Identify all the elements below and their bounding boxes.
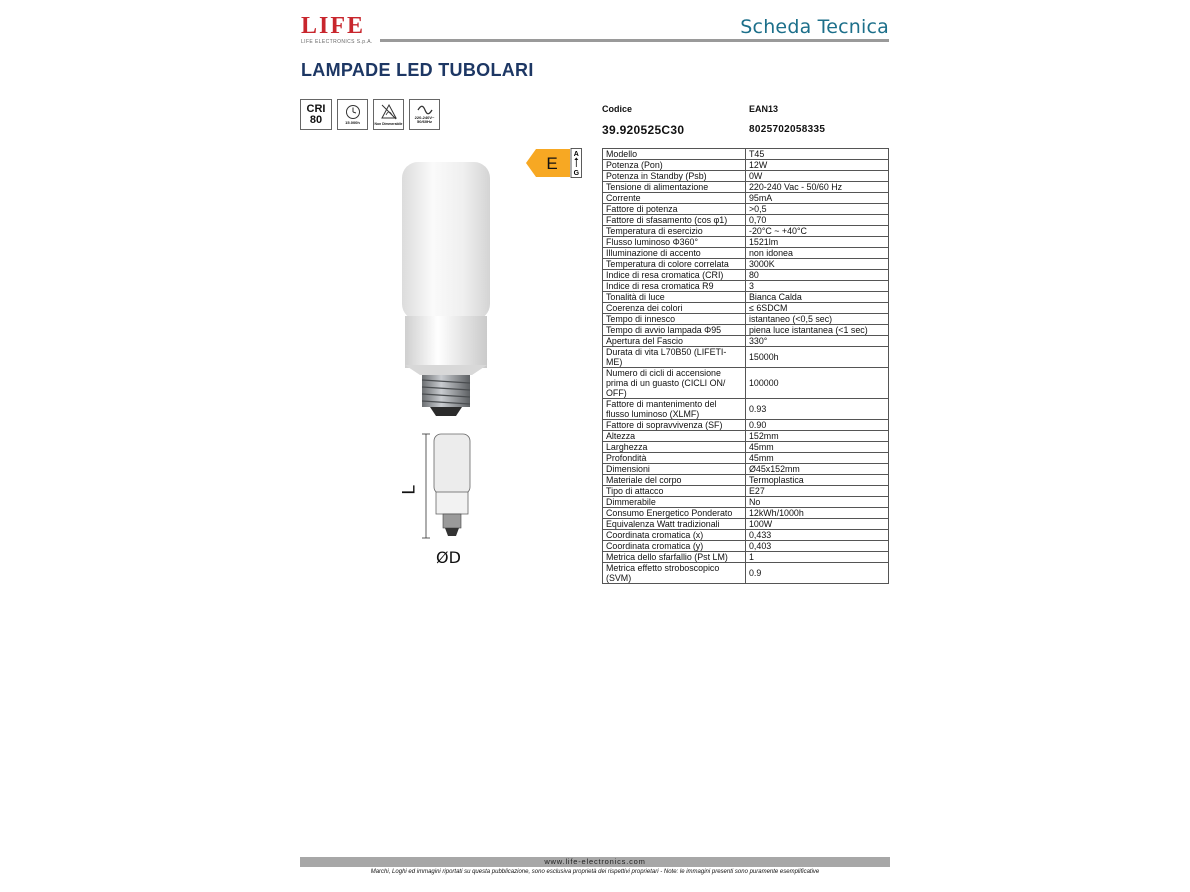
company-logo <box>301 14 373 45</box>
code-value: 39.920525C30 <box>602 123 685 137</box>
energy-scale-bottom: G <box>573 170 580 177</box>
spec-value: 15000h <box>746 347 889 368</box>
spec-key: Modello <box>603 149 746 160</box>
spec-value: >0,5 <box>746 204 889 215</box>
lifetime-icon <box>337 99 368 130</box>
spec-key: Temperatura di colore correlata <box>603 259 746 270</box>
footer-disclaimer: Marchi, Loghi ed immagini riportati su questa pubblicazione, sono esclusiva proprietà dei rispettivi proprietari - Note: le immagini presenti sono puramente esemplificative <box>370 869 820 875</box>
spec-row <box>603 368 889 399</box>
spec-row <box>603 475 889 486</box>
spec-key: Fattore di potenza <box>603 204 746 215</box>
spec-row <box>603 552 889 563</box>
spec-value: 0.93 <box>746 399 889 420</box>
feature-icons <box>300 99 440 130</box>
logo-subtitle: LIFE ELECTRONICS S.p.A. <box>301 39 373 45</box>
spec-row <box>603 530 889 541</box>
spec-key: Corrente <box>603 193 746 204</box>
spec-key: Consumo Energetico Ponderato <box>603 508 746 519</box>
lamp-body <box>405 316 487 368</box>
footer-website: www.life-electronics.com <box>300 857 890 867</box>
spec-row <box>603 325 889 336</box>
spec-key: Fattore di mantenimento del flusso luminoso (XLMF) <box>603 399 746 420</box>
ac-wave-icon <box>416 105 434 115</box>
ean-value: 8025702058335 <box>749 124 826 135</box>
spec-row <box>603 508 889 519</box>
code-label: Codice <box>602 104 633 114</box>
spec-row <box>603 486 889 497</box>
spec-row <box>603 160 889 171</box>
spec-row <box>603 149 889 160</box>
spec-value: 1 <box>746 552 889 563</box>
spec-key: Coordinata cromatica (y) <box>603 541 746 552</box>
spec-value: 45mm <box>746 453 889 464</box>
spec-value: 1521lm <box>746 237 889 248</box>
spec-key: Fattore di sopravvivenza (SF) <box>603 420 746 431</box>
spec-value: 12W <box>746 160 889 171</box>
spec-key: Indice di resa cromatica R9 <box>603 281 746 292</box>
spec-row <box>603 497 889 508</box>
spec-row <box>603 204 889 215</box>
spec-value: non idonea <box>746 248 889 259</box>
spec-value: 100000 <box>746 368 889 399</box>
non-dimmable-icon <box>373 99 404 130</box>
spec-value: Ø45x152mm <box>746 464 889 475</box>
spec-value: ≤ 6SDCM <box>746 303 889 314</box>
spec-row <box>603 453 889 464</box>
spec-value: 80 <box>746 270 889 281</box>
energy-scale-top: A <box>573 151 579 158</box>
spec-value: 95mA <box>746 193 889 204</box>
spec-value: 0,70 <box>746 215 889 226</box>
spec-row <box>603 519 889 530</box>
specifications-table <box>602 148 889 584</box>
spec-row <box>603 281 889 292</box>
spec-row <box>603 541 889 552</box>
spec-value: 0W <box>746 171 889 182</box>
spec-key: Fattore di sfasamento (cos φ1) <box>603 215 746 226</box>
energy-class-label <box>526 148 582 178</box>
dimension-diameter-label: ØD <box>436 548 461 567</box>
spec-value: 0,403 <box>746 541 889 552</box>
lamp-neck <box>405 365 487 375</box>
product-code-block <box>602 104 684 137</box>
spec-key: Tonalità di luce <box>603 292 746 303</box>
energy-class-letter: E <box>546 154 558 173</box>
spec-value: 152mm <box>746 431 889 442</box>
spec-value: 3 <box>746 281 889 292</box>
spec-row <box>603 292 889 303</box>
spec-key: Altezza <box>603 431 746 442</box>
spec-key: Coerenza dei colori <box>603 303 746 314</box>
spec-row <box>603 314 889 325</box>
spec-row <box>603 182 889 193</box>
spec-value: 12kWh/1000h <box>746 508 889 519</box>
spec-row <box>603 248 889 259</box>
spec-key: Materiale del corpo <box>603 475 746 486</box>
document-title: Scheda Tecnica <box>740 16 889 38</box>
spec-value: T45 <box>746 149 889 160</box>
spec-value: 3000K <box>746 259 889 270</box>
spec-value: istantaneo (<0,5 sec) <box>746 314 889 325</box>
spec-key: Dimensioni <box>603 464 746 475</box>
spec-key: Equivalenza Watt tradizionali <box>603 519 746 530</box>
spec-value: 330° <box>746 336 889 347</box>
spec-value: 0.9 <box>746 563 889 584</box>
spec-key: Flusso luminoso Φ360° <box>603 237 746 248</box>
spec-row <box>603 259 889 270</box>
spec-value: Termoplastica <box>746 475 889 486</box>
voltage-caption-2: 50/60Hz <box>417 119 432 124</box>
spec-key: Temperatura di esercizio <box>603 226 746 237</box>
dimension-length-label: L <box>399 485 420 495</box>
voltage-caption-1: 220-240V~ <box>414 115 435 120</box>
spec-row <box>603 215 889 226</box>
spec-row <box>603 563 889 584</box>
spec-row <box>603 270 889 281</box>
spec-value: 0,433 <box>746 530 889 541</box>
spec-row <box>603 347 889 368</box>
lifetime-value: 15.000h <box>345 120 360 125</box>
spec-row <box>603 226 889 237</box>
spec-key: Indice di resa cromatica (CRI) <box>603 270 746 281</box>
spec-row <box>603 171 889 182</box>
spec-key: Tensione di alimentazione <box>603 182 746 193</box>
ean-code-block <box>749 104 825 135</box>
spec-value: 220-240 Vac - 50/60 Hz <box>746 182 889 193</box>
spec-row <box>603 237 889 248</box>
spec-row <box>603 420 889 431</box>
spec-value: No <box>746 497 889 508</box>
spec-key: Tipo di attacco <box>603 486 746 497</box>
spec-row <box>603 442 889 453</box>
spec-key: Tempo di avvio lampada Φ95 <box>603 325 746 336</box>
ean-label: EAN13 <box>749 104 779 114</box>
spec-key: Apertura del Fascio <box>603 336 746 347</box>
spec-value: Bianca Calda <box>746 292 889 303</box>
lamp-contact <box>430 407 462 416</box>
dimmable-caption: Non Dimmerabile <box>374 122 403 126</box>
spec-key: Dimmerabile <box>603 497 746 508</box>
cri-value: 80 <box>309 113 323 126</box>
logo-wordmark: LIFE <box>301 13 366 39</box>
spec-key: Coordinata cromatica (x) <box>603 530 746 541</box>
voltage-icon <box>409 99 440 130</box>
spec-row <box>603 336 889 347</box>
cri-icon <box>300 99 332 130</box>
spec-value: 0.90 <box>746 420 889 431</box>
spec-key: Illuminazione di accento <box>603 248 746 259</box>
spec-value: E27 <box>746 486 889 497</box>
spec-key: Potenza in Standby (Psb) <box>603 171 746 182</box>
spec-value: piena luce istantanea (<1 sec) <box>746 325 889 336</box>
header-divider <box>380 39 889 42</box>
dimmer-crossed-icon <box>380 103 398 121</box>
spec-row <box>603 431 889 442</box>
spec-key: Larghezza <box>603 442 746 453</box>
spec-row <box>603 193 889 204</box>
spec-key: Durata di vita L70B50 (LIFETI-ME) <box>603 347 746 368</box>
spec-key: Numero di cicli di accensione prima di un guasto (CICLI ON/ OFF) <box>603 368 746 399</box>
spec-value: 45mm <box>746 442 889 453</box>
spec-key: Metrica dello sfarfallio (Pst LM) <box>603 552 746 563</box>
spec-row <box>603 399 889 420</box>
spec-key: Profondità <box>603 453 746 464</box>
spec-key: Potenza (Pon) <box>603 160 746 171</box>
spec-row <box>603 464 889 475</box>
lamp-tube <box>402 162 490 320</box>
page-title: LAMPADE LED TUBOLARI <box>301 60 534 80</box>
cri-label: CRI <box>306 102 326 115</box>
spec-key: Tempo di innesco <box>603 314 746 325</box>
spec-key: Metrica effetto stroboscopico (SVM) <box>603 563 746 584</box>
spec-row <box>603 303 889 314</box>
spec-value: -20°C ~ +40°C <box>746 226 889 237</box>
clock-icon <box>345 104 361 120</box>
lamp-image <box>400 160 492 418</box>
spec-value: 100W <box>746 519 889 530</box>
